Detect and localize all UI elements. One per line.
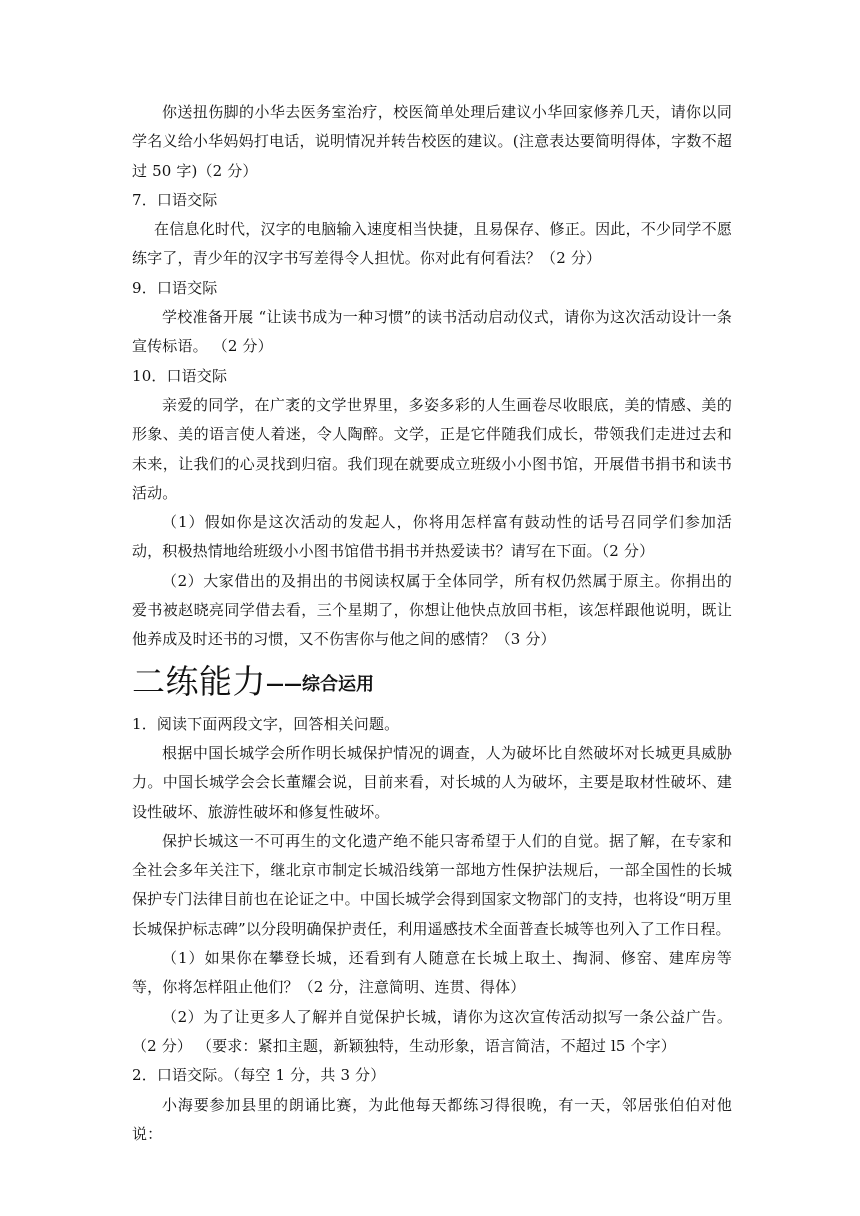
- question-9-prompt: 学校准备开展 “让读书成为一种习惯”的读书活动启动仪式，请你为这次活动设计一条宣传标语。 （2 分）: [132, 308, 732, 356]
- question-10-passage: 亲爱的同学，在广袤的文学世界里，多姿多彩的人生画卷尽收眼底，美的情感、美的形象、美的语言使人着迷，令人陶醉。文学，正是它伴随我们成长，带领我们走进过去和未来，让我们的心灵找到归宿。我们现在就要成立班级小小图书馆，开展借书捐书和读书活动。: [132, 395, 732, 502]
- section2-question-1-passage-1: 根据中国长城学会所作明长城保护情况的调查，人为破坏比自然破坏对长城更具威胁力。中国长城学会会长董耀会说，目前来看，对长城的人为破坏，主要是取材性破坏、建设性破坏、旅游性破坏和修复性破坏。: [132, 743, 732, 821]
- section2-question-2-number: 2．口语交际。（每空 1 分，共 3 分）: [132, 1066, 386, 1085]
- question-7-number: 7．口语交际: [132, 190, 218, 209]
- section-title: 二练能力: [132, 661, 266, 701]
- section2-question-1-passage-2: 保护长城这一不可再生的文化遗产绝不能只寄希望于人们的自觉。据了解，在专家和全社会多年关注下，继北京市制定长城沿线第一部地方性保护法规后，一部全国性的长城保护专门法律目前也在论证之中。中国长城学会得到国家文物部门的支持，也将设“明万里长城保护标志碑”以分段明确保护责任，利用遥感技术全面普查长城等也列入了工作日程。: [132, 831, 732, 938]
- question-7-prompt: 在信息化时代，汉字的电脑输入速度相当快捷，且易保存、修正。因此，不少同学不愿练字了，青少年的汉字书写差得令人担忧。你对此有何看法？（2 分）: [132, 220, 732, 268]
- document-body: [132, 98, 732, 1149]
- section2-question-1-subquestion-1: （1）如果你在攀登长城，还看到有人随意在长城上取土、掏洞、修窑、建库房等等，你将怎样阻止他们？（2 分，注意简明、连贯、得体）: [132, 949, 732, 997]
- question-10-subquestion-1: （1）假如你是这次活动的发起人，你将用怎样富有鼓动性的话号召同学们参加活动，积极热情地给班级小小图书馆借书捐书并热爱读书？请写在下面。（2 分）: [132, 513, 732, 561]
- question-6-prompt: 你送扭伤脚的小华去医务室治疗，校医简单处理后建议小华回家修养几天，请你以同学名义给小华妈妈打电话，说明情况并转告校医的建议。(注意表达要简明得体，字数不超过 50 字)（2 分）: [132, 103, 732, 180]
- question-9-number: 9．口语交际: [132, 278, 218, 297]
- section2-question-1-number: 1．阅读下面两段文字，回答相关问题。: [132, 714, 400, 733]
- section2-question-1-subquestion-2: （2）为了让更多人了解并自觉保护长城，请你为这次宣传活动拟写一条公益广告。（2 分） （要求：紧扣主题，新颖独特，生动形象，语言简洁，不超过 l5 个字）: [132, 1007, 732, 1055]
- section-subtitle: ——综合运用: [266, 673, 374, 695]
- question-10-number: 10．口语交际: [132, 366, 228, 385]
- question-10-subquestion-2: （2）大家借出的及捐出的书阅读权属于全体同学，所有权仍然属于原主。你捐出的爱书被赵晓亮同学借去看，三个星期了，你想让他快点放回书柜，该怎样跟他说明，既让他养成及时还书的习惯，又不伤害你与他之间的感情？（3 分）: [132, 571, 732, 649]
- section2-question-2-prompt: 小海要参加县里的朗诵比赛，为此他每天都练习得很晚，有一天，邻居张伯伯对他说：: [132, 1095, 732, 1143]
- section-heading: [132, 659, 732, 705]
